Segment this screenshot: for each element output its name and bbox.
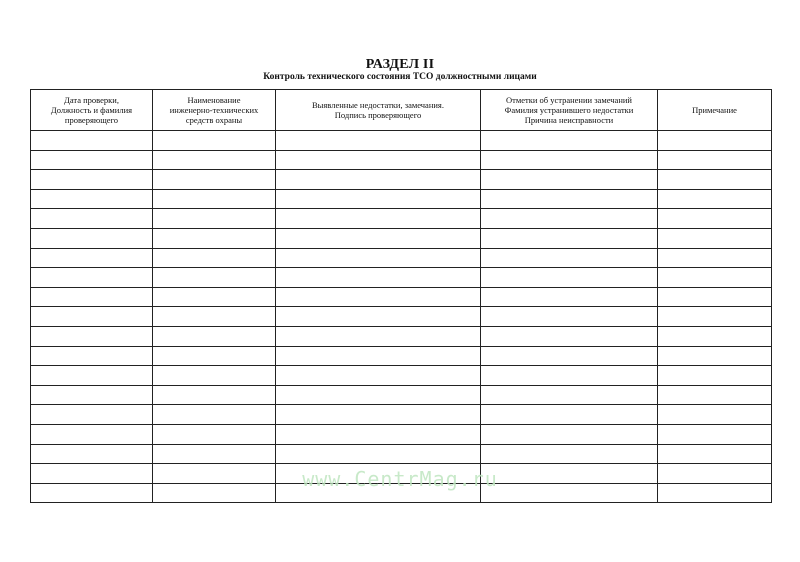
table-cell xyxy=(658,209,772,229)
table-cell xyxy=(481,150,658,170)
table-row xyxy=(31,385,772,405)
table-row xyxy=(31,189,772,209)
table-cell xyxy=(481,307,658,327)
table-cell xyxy=(481,268,658,288)
table-cell xyxy=(481,366,658,386)
table-cell xyxy=(658,287,772,307)
table-cell xyxy=(153,385,276,405)
table-cell xyxy=(481,131,658,151)
table-cell xyxy=(276,326,481,346)
table-cell xyxy=(153,268,276,288)
table-cell xyxy=(481,424,658,444)
column-header-defects xyxy=(276,90,481,131)
watermark-text: www.CentrMag.ru xyxy=(302,467,498,491)
table-cell xyxy=(658,189,772,209)
table-cell xyxy=(481,346,658,366)
table-cell xyxy=(31,326,153,346)
table-row xyxy=(31,248,772,268)
table-cell xyxy=(153,444,276,464)
table-cell xyxy=(658,228,772,248)
table-cell xyxy=(481,326,658,346)
column-header-label: Примечание xyxy=(692,105,737,115)
table-cell xyxy=(658,307,772,327)
table-cell xyxy=(276,228,481,248)
table-cell xyxy=(276,385,481,405)
table-cell xyxy=(31,248,153,268)
table-cell xyxy=(658,385,772,405)
table-cell xyxy=(481,248,658,268)
table-cell xyxy=(481,287,658,307)
table-cell xyxy=(31,405,153,425)
table-body xyxy=(31,131,772,503)
table-cell xyxy=(31,346,153,366)
table-cell xyxy=(31,366,153,386)
table-cell xyxy=(153,150,276,170)
table-row xyxy=(31,287,772,307)
table-cell xyxy=(658,248,772,268)
table-cell xyxy=(658,131,772,151)
table-cell xyxy=(658,444,772,464)
table-cell xyxy=(276,131,481,151)
table-row xyxy=(31,307,772,327)
table-row xyxy=(31,209,772,229)
table-cell xyxy=(276,268,481,288)
table-row xyxy=(31,346,772,366)
table-cell xyxy=(481,444,658,464)
table-cell xyxy=(153,346,276,366)
table-row xyxy=(31,131,772,151)
table-cell xyxy=(276,366,481,386)
table-cell xyxy=(276,346,481,366)
table-cell xyxy=(153,424,276,444)
table-cell xyxy=(31,287,153,307)
column-header-date-inspector xyxy=(31,90,153,131)
table-cell xyxy=(31,385,153,405)
table-cell xyxy=(153,170,276,190)
column-header-equipment-name xyxy=(153,90,276,131)
table-row xyxy=(31,405,772,425)
table-row xyxy=(31,228,772,248)
table-cell xyxy=(31,307,153,327)
table-cell xyxy=(481,385,658,405)
table-cell xyxy=(658,424,772,444)
table-cell xyxy=(276,209,481,229)
table-cell xyxy=(658,268,772,288)
table-row xyxy=(31,366,772,386)
table-cell xyxy=(276,248,481,268)
table-cell xyxy=(276,307,481,327)
table-cell xyxy=(153,405,276,425)
table-cell xyxy=(276,405,481,425)
table-row xyxy=(31,326,772,346)
inspection-table xyxy=(30,89,772,503)
table-cell xyxy=(276,424,481,444)
table-row xyxy=(31,150,772,170)
table-row xyxy=(31,268,772,288)
column-header-remediation xyxy=(481,90,658,131)
column-header-label: Выявленные недостатки, замечания. Подпись проверяющего xyxy=(312,100,444,120)
table-header-row xyxy=(31,90,772,131)
table-cell xyxy=(276,444,481,464)
section-subtitle: Контроль технического состояния ТСО должностными лицами xyxy=(263,72,537,82)
table-row xyxy=(31,170,772,190)
table-cell xyxy=(481,189,658,209)
section-title: РАЗДЕЛ II xyxy=(365,57,435,72)
table-cell xyxy=(153,228,276,248)
table-cell xyxy=(31,170,153,190)
table-cell xyxy=(658,326,772,346)
table-cell xyxy=(276,287,481,307)
table-cell xyxy=(481,228,658,248)
column-header-notes xyxy=(658,90,772,131)
table-cell xyxy=(153,326,276,346)
table-cell xyxy=(276,189,481,209)
table-cell xyxy=(153,248,276,268)
table-cell xyxy=(276,170,481,190)
table-cell xyxy=(31,209,153,229)
column-header-label: Дата проверки, Должность и фамилия проверяющего xyxy=(50,95,133,125)
table-cell xyxy=(31,444,153,464)
table-row xyxy=(31,444,772,464)
table-cell xyxy=(31,150,153,170)
table-cell xyxy=(153,209,276,229)
table-cell xyxy=(31,131,153,151)
table-cell xyxy=(481,170,658,190)
table-cell xyxy=(153,307,276,327)
column-header-label: Отметки об устранении замечаний Фамилия устранившего недостатки Причина неисправности xyxy=(504,95,634,125)
table-cell xyxy=(153,189,276,209)
table-cell xyxy=(153,287,276,307)
table-cell xyxy=(658,366,772,386)
table-cell xyxy=(31,189,153,209)
table-cell xyxy=(481,405,658,425)
table-cell xyxy=(658,405,772,425)
table-cell xyxy=(481,209,658,229)
table-cell xyxy=(658,150,772,170)
table-cell xyxy=(31,268,153,288)
table-cell xyxy=(658,170,772,190)
table-row xyxy=(31,424,772,444)
table-cell xyxy=(153,131,276,151)
table-cell xyxy=(658,346,772,366)
table-cell xyxy=(31,424,153,444)
table-cell xyxy=(31,228,153,248)
table-cell xyxy=(276,150,481,170)
table-cell xyxy=(153,366,276,386)
column-header-label: Наименование инженерно-технических средств охраны xyxy=(169,95,259,125)
